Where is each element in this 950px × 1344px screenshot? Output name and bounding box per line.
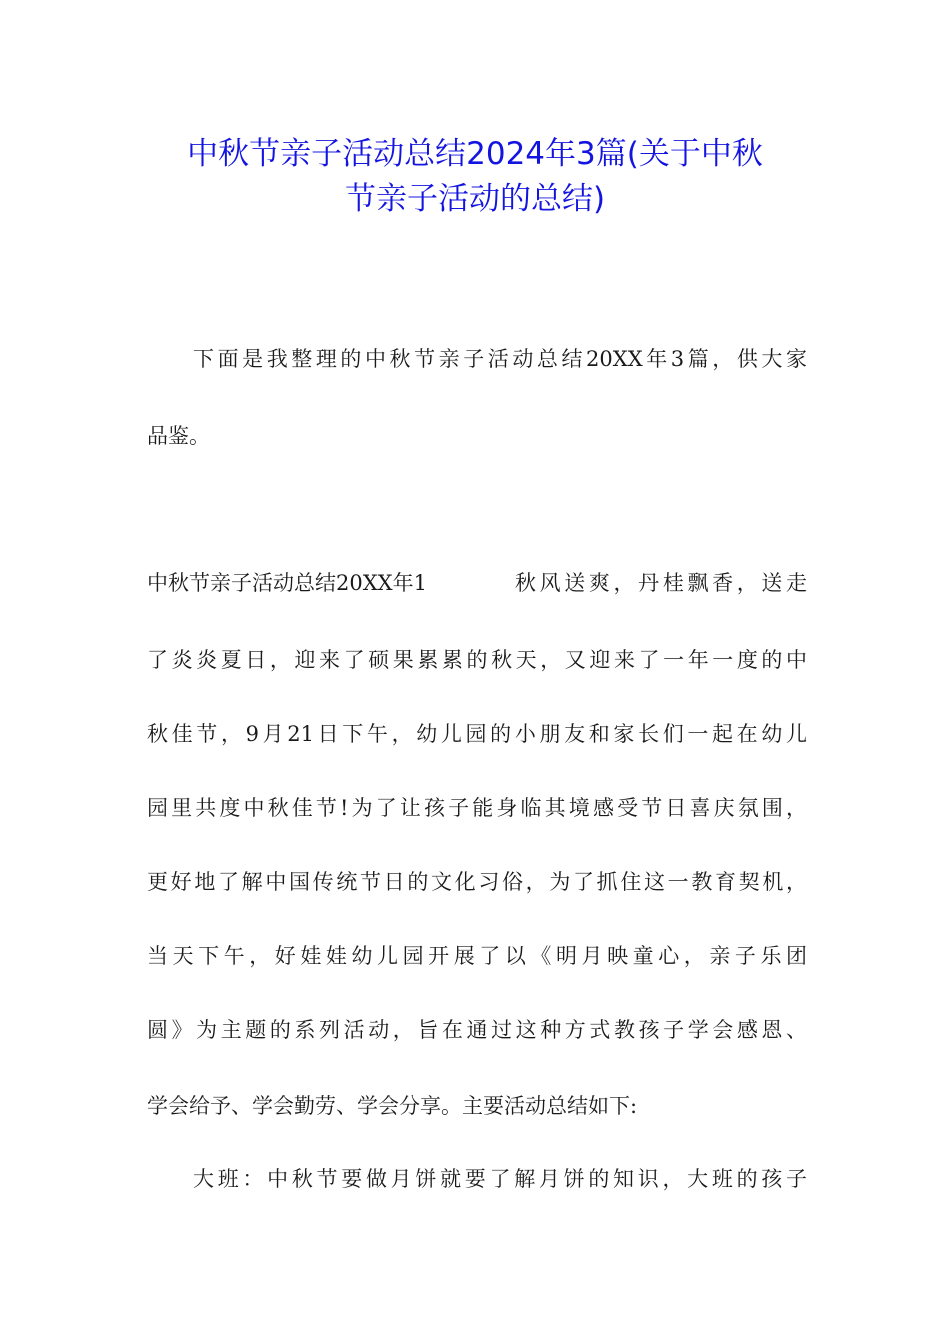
intro-line-2: 品鉴。 — [147, 424, 210, 448]
paragraph-start-line: 大班：中秋节要做月饼就要了解月饼的知识，大班的孩子 — [193, 1167, 807, 1191]
body-line: 学会给予、学会勤劳、学会分享。主要活动总结如下: — [147, 1094, 638, 1118]
body-line: 更好地了解中国传统节日的文化习俗，为了抓住这一教育契机， — [147, 870, 807, 894]
body-line: 了炎炎夏日，迎来了硕果累累的秋天，又迎来了一年一度的中 — [147, 648, 807, 672]
document-title-line-1: 中秋节亲子活动总结2024年3篇(关于中秋 — [187, 136, 763, 172]
section-heading: 中秋节亲子活动总结20XX年1 — [147, 571, 427, 595]
body-line: 当天下午，好娃娃幼儿园开展了以《明月映童心，亲子乐团 — [147, 944, 807, 968]
section-first-line: 秋风送爽，丹桂飘香，送走 — [515, 571, 807, 595]
document-title-line-2: 节亲子活动的总结) — [344, 181, 606, 217]
body-line: 圆》为主题的系列活动，旨在通过这种方式教孩子学会感恩、 — [147, 1018, 807, 1042]
body-line: 园里共度中秋佳节!为了让孩子能身临其境感受节日喜庆氛围， — [147, 796, 807, 820]
body-line: 秋佳节，9月21日下午，幼儿园的小朋友和家长们一起在幼儿 — [147, 722, 807, 746]
intro-line-1: 下面是我整理的中秋节亲子活动总结20XX年3篇，供大家 — [193, 347, 807, 371]
